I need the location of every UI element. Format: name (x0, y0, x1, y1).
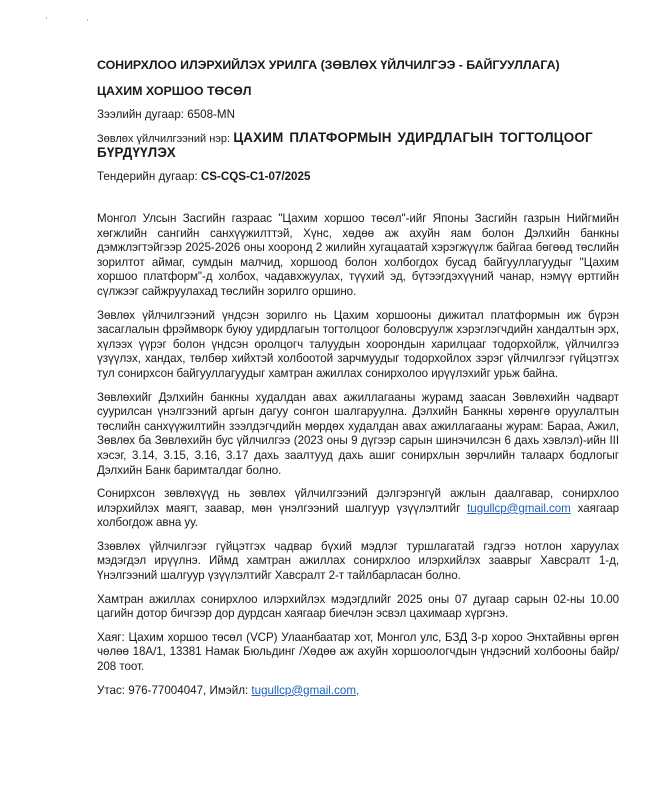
obtain-documents-tail: хаягаар холбогдож авна уу. (97, 501, 620, 530)
phone-number: 976-77004047, (128, 683, 207, 697)
obtain-documents-text: Сонирхсон зөвлөхүүд нь зөвлөх үйлчилгээний дэлгэрэнгүй ажлын даалгавар, сонирхлоо илэрхийлэх маягт, заавар, мөн үнэлгээний шалгуур үзүүлэлтийг (97, 487, 619, 515)
tender-number-label: Тендерийн дугаар: (97, 170, 198, 183)
service-name-label: Зөвлөх үйлчилгээний нэр: (97, 133, 231, 145)
tender-number-line (97, 170, 619, 184)
contact-email-link[interactable]: tugullcp@gmail.com, (251, 683, 360, 697)
phone-label: Утас: (97, 683, 126, 697)
paragraph-deadline: Хамтран ажиллах сонирхлоо илэрхийлэх мэдэгдлийг 2025 оны 07 дугаар сарын 02-ны 10.00 цагийн дотор бичгээр дор дурдсан хаягаар биечлэн эсвэл цахимаар хүргэнэ. (97, 592, 619, 621)
email-label: Имэйл: (209, 683, 249, 697)
paragraph-submission-requirements: Ззөвлөх үйлчилгээг гүйцэтгэх чадвар бүхий мэдлэг туршлагатай гэдгээ нотлон харуулах мэдэгдэл ирүүлнэ. Иймд хамтран ажиллах сонирхлоо илэрхийлэх зааврыг Хавсралт 1-д, Үнэлгээний шалгуур үзүүлэлтийг Хавсралт 2-т тайлбарласан болно. (97, 539, 619, 583)
loan-number-line (97, 108, 619, 122)
paragraph-project-background: Монгол Улсын Засгийн газраас "Цахим хоршоо төсөл"-ийг Японы Засгийн газрын Нийгмийн хөгжлийн сангийн санхүүжилттэй, Хүнс, хөдөө аж ахуйн яам болон Дэлхийн банкны дэмжлэгтэйгээр 2025-2026 оны хооронд 2 жилийн хугацаатай хэрэгжүүлж байгаа бөгөөд төслийн зорилтот аймаг, сумдын малчид, хоршоод болон холбогдох бусад байгууллагуудыг "Цахим хоршоо платформ"-д холбох, чадавхжуулах, түүхий эд, бүтээгдэхүүний чанар, нэмүү өртгийн сүлжээг сайжруулахад төслийн зорилго оршино. (97, 212, 619, 298)
tender-number-value: CS-CQS-C1-07/2025 (200, 170, 311, 183)
paragraph-address: Хаяг: Цахим хоршоо төсөл (VCP) Улаанбаатар хот, Монгол улс, БЗД 3-р хороо Энхтайвны өргөн чөлөө 18А/1, 13381 Намак Бюльдинг /Хөдөө аж ахуйн хоршоологчдын үндэсний холбооны байр/ 208 тоот. (97, 630, 619, 674)
loan-number-label: Зээлийн дугаар: (97, 108, 185, 121)
service-name-line (97, 131, 619, 161)
service-name-value: ЦАХИМ ПЛАТФОРМЫН УДИРДЛАГЫН ТОГТОЛЦООГ БҮРДҮҮЛЭХ (97, 130, 593, 160)
paragraph-service-objective: Зөвлөх үйлчилгээний үндсэн зорилго нь Цахим хоршооны дижитал платформын иж бүрэн засаглалын фрэймворк буюу удирдлагын тогтолцоог боловсруулж хэрэглэгчдийн хандалтын эрх, хүлээх үүрэг болон үндсэн оролцогч талуудын хоорондын харилцааг тодорхойлж, үйлчилгээ үзүүлэх, хандах, төлбөр хийхтэй холбоотой зарчмуудыг тодорхойлох зэрэг үйлчилгээг гүйцэтгэх тул сонирхсон байгууллагуудыг хамтран ажиллах сонирхолоо ирүүлэхийг урьж байна. (97, 308, 619, 380)
document-content (97, 58, 619, 698)
paragraph-selection-method: Зөвлөхийг Дэлхийн банкны худалдан авах ажиллагааны журамд заасан Зөвлөхийн чадварт суурилсан үнэлгээний аргын дагуу сонгон шалгаруулна. Дэлхийн Банкны хөрөнгө оруулалтын төслийн санхүүжилтийн зээлдэгчдийн мөрдөх худалдан авах ажиллагааны журам: Бараа, Ажил, Зөвлөх ба Зөвлөхийн бус үйлчилгээ (2023 оны 9 дүгээр сарын шинэчилсэн 6 дахь хэвлэл)-ийн III хэсэг, 3.14, 3.15, 3.16, 3.17 дахь заалтууд дахь ашиг сонирхлын зөрчлийн талаарх бодлогыг Дэлхийн Банк баримталдаг болно. (97, 390, 619, 477)
document-title: СОНИРХЛОО ИЛЭРХИЙЛЭХ УРИЛГА (ЗӨВЛӨХ ҮЙЛЧИЛГЭЭ - БАЙГУУЛЛАГА) (97, 58, 560, 72)
paragraph-obtain-documents (97, 487, 619, 531)
email-link[interactable]: tugullcp@gmail.com (467, 501, 571, 515)
project-name: ЦАХИМ ХОРШОО ТӨСӨЛ (97, 84, 252, 98)
scan-artifact (46, 17, 47, 19)
contact-line (97, 684, 619, 699)
loan-number-value: 6508-MN (187, 108, 235, 121)
scan-artifact (87, 19, 88, 21)
